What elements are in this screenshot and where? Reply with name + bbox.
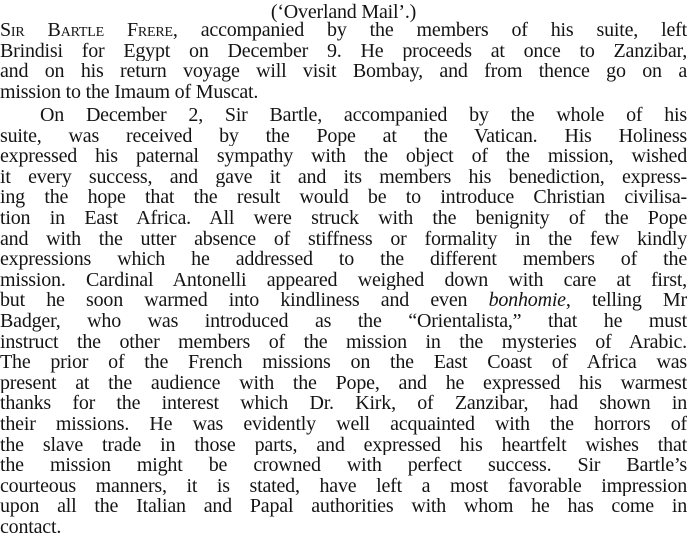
text-line: mission to the Imaum of Muscat.	[0, 81, 259, 103]
text-line: suite, was received by the Pope at the Vatican. His Holiness	[0, 125, 687, 147]
text-line: their missions. He was evidently well acquainted with the horrors of	[0, 413, 687, 435]
text-line: The prior of the French missions on the East Coast of Africa was	[0, 352, 687, 373]
source-heading: (‘Overland Mail’.)	[270, 1, 417, 23]
text-line: upon all the Italian and Papal authorities with whom he has come in	[0, 496, 687, 517]
text-line: contact.	[0, 516, 62, 538]
text-line: the mission might be crowned with perfect success. Sir Bartle’s	[0, 455, 687, 476]
text-line: ing the hope that the result would be to introduce Christian civilisa-	[0, 187, 687, 208]
text-line: Sir Bartle Frere, accompanied by the members of his suite, left	[0, 20, 687, 41]
text-line: and on his return voyage will visit Bombay, and from thence go on a	[0, 61, 687, 82]
text-line: instruct the other members of the mission in the mysteries of Arabic.	[0, 331, 687, 353]
text-line: and with the utter absence of stiffness or formality in the few kindly	[0, 228, 687, 250]
text-line: expressions which he addressed to the different members of the	[0, 249, 687, 270]
text-line: mission. Cardinal Antonelli appeared weighed down with care at first,	[0, 269, 687, 291]
text-line: it every success, and gave it and its members his benediction, express-	[0, 166, 687, 188]
text-line: courteous manners, it is stated, have left a most favorable impression	[0, 475, 687, 497]
text-line: but he soon warmed into kindliness and even bonhomie, telling Mr	[0, 290, 687, 311]
text-line: Badger, who was introduced as the “Orientalista,” that he must	[0, 310, 687, 332]
text-line: Brindisi for Egypt on December 9. He proceeds at once to Zanzibar,	[0, 40, 687, 62]
text-line: thanks for the interest which Dr. Kirk, of Zanzibar, had shown in	[0, 393, 687, 414]
text-line: expressed his paternal sympathy with the object of the mission, wished	[0, 146, 687, 167]
paragraph-vatican-audience	[0, 105, 687, 537]
text-line: tion in East Africa. All were struck with the benignity of the Pope	[0, 207, 687, 229]
text-line: present at the audience with the Pope, and he expressed his warmest	[0, 372, 687, 394]
text-line: the slave trade in those parts, and expressed his heartfelt wishes that	[0, 434, 687, 456]
text-line: On December 2, Sir Bartle, accompanied by the whole of his	[40, 105, 687, 126]
paragraph-frere-departure	[0, 20, 687, 102]
